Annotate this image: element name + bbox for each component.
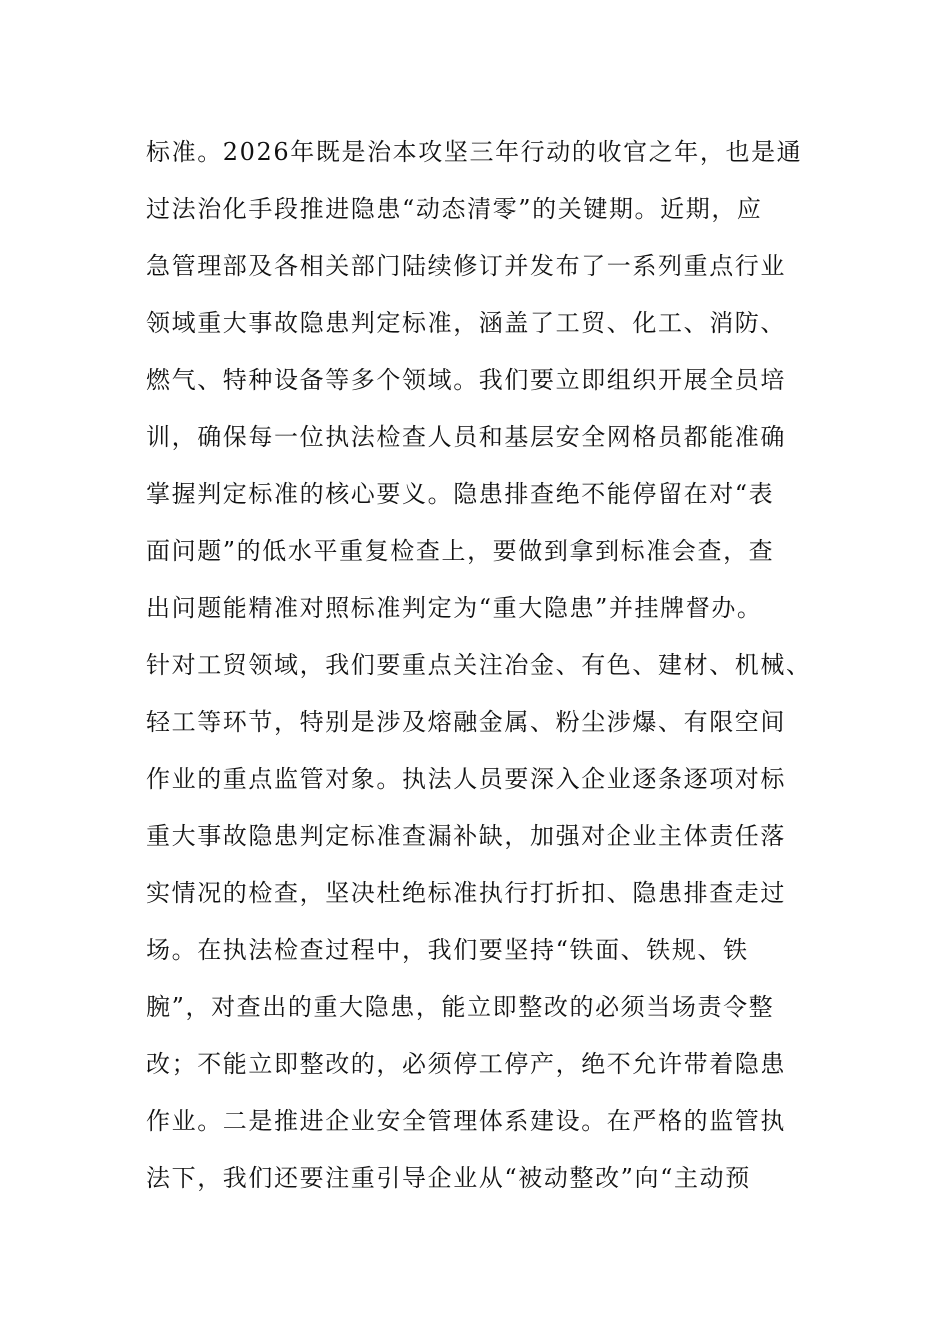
text-line-4: 领域重大事故隐患判定标准，涵盖了工贸、化工、消防、: [146, 309, 786, 337]
text-line-14: 实情况的检查，坚决杜绝标准执行打折扣、隐患排查走过: [146, 879, 786, 907]
text-line-9: 出问题能精准对照标准判定为“重大隐患”并挂牌督办。: [146, 594, 763, 622]
text-line-1: 标准。2026年既是治本攻坚三年行动的收官之年，也是通: [146, 138, 803, 166]
text-line-3: 急管理部及各相关部门陆续修订并发布了一系列重点行业: [146, 252, 786, 280]
text-line-19: 法下，我们还要注重引导企业从“被动整改”向“主动预: [146, 1164, 751, 1192]
text-line-6: 训，确保每一位执法检查人员和基层安全网格员都能准确: [146, 423, 786, 451]
text-line-16: 腕”，对查出的重大隐患，能立即整改的必须当场责令整: [146, 993, 775, 1021]
text-line-11: 轻工等环节，特别是涉及熔融金属、粉尘涉爆、有限空间: [146, 708, 786, 736]
text-line-2: 过法治化手段推进隐患“动态清零”的关键期。近期，应: [146, 195, 763, 223]
text-line-10: 针对工贸领域，我们要重点关注冶金、有色、建材、机械、: [146, 651, 812, 679]
text-line-8: 面问题”的低水平重复检查上，要做到拿到标准会查，查: [146, 537, 775, 565]
text-line-17: 改；不能立即整改的，必须停工停产，绝不允许带着隐患: [146, 1050, 786, 1078]
body-text: [146, 124, 826, 1207]
text-line-12: 作业的重点监管对象。执法人员要深入企业逐条逐项对标: [146, 765, 786, 793]
text-line-13: 重大事故隐患判定标准查漏补缺，加强对企业主体责任落: [146, 822, 786, 850]
text-line-18: 作业。二是推进企业安全管理体系建设。在严格的监管执: [146, 1107, 786, 1135]
text-line-5: 燃气、特种设备等多个领域。我们要立即组织开展全员培: [146, 366, 786, 394]
text-line-7: 掌握判定标准的核心要义。隐患排查绝不能停留在对“表: [146, 480, 775, 508]
text-line-15: 场。在执法检查过程中，我们要坚持“铁面、铁规、铁: [146, 936, 749, 964]
